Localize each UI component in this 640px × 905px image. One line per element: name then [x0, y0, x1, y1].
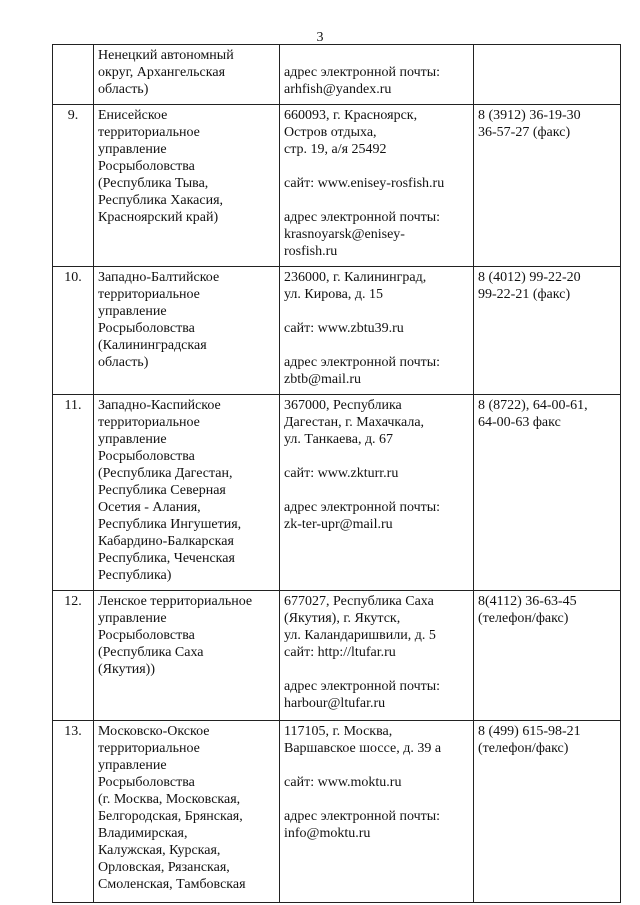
row-number [53, 45, 94, 105]
office-name: Енисейское территориальное управление Росрыболовства (Республика Тыва, Республика Хакасия, Красноярский край) [94, 105, 280, 267]
website[interactable]: сайт: www.enisey-rosfish.ru [284, 176, 445, 191]
website[interactable]: сайт: www.moktu.ru [284, 775, 402, 790]
row-number: 13. [53, 721, 94, 903]
email-address[interactable]: zbtb@mail.ru [284, 372, 362, 387]
email-label: адрес электронной почты: [284, 500, 441, 515]
table-row [53, 105, 621, 267]
row-number: 11. [53, 395, 94, 591]
row-number: 10. [53, 267, 94, 395]
website[interactable]: сайт: http://ltufar.ru [284, 645, 396, 660]
postal-address: 367000, Республика Дагестан, г. Махачкала, ул. Танкаева, д. 67 [284, 398, 425, 447]
website[interactable]: сайт: www.zkturr.ru [284, 466, 399, 481]
email-label: адрес электронной почты: [284, 355, 441, 370]
website[interactable]: сайт: www.zbtu39.ru [284, 321, 404, 336]
row-number: 9. [53, 105, 94, 267]
phone: 8 (3912) 36-19-30 36-57-27 (факс) [474, 105, 621, 267]
email-label: адрес электронной почты: [284, 210, 441, 225]
office-contacts [280, 721, 474, 903]
postal-address: 236000, г. Калининград, ул. Кирова, д. 15 [284, 270, 427, 302]
row-number: 12. [53, 591, 94, 721]
phone: 8 (4012) 99-22-20 99-22-21 (факс) [474, 267, 621, 395]
table-row [53, 591, 621, 721]
phone: 8 (499) 615-98-21 (телефон/факс) [474, 721, 621, 903]
phone: 8(4112) 36-63-45 (телефон/факс) [474, 591, 621, 721]
office-name: Ненецкий автономный округ, Архангельская область) [94, 45, 280, 105]
territorial-offices-table [52, 44, 621, 903]
email-label: адрес электронной почты: [284, 809, 441, 824]
table-row [53, 721, 621, 903]
office-contacts [280, 591, 474, 721]
phone [474, 45, 621, 105]
postal-address: 117105, г. Москва, Варшавское шоссе, д. 39 а [284, 724, 442, 756]
office-name: Ленское территориальное управление Росрыболовства (Республика Саха (Якутия)) [94, 591, 280, 721]
office-name: Московско-Окское территориальное управление Росрыболовства (г. Москва, Московская, Белгородская, Брянская, Владимирская, Калужская, Курская, Орловская, Рязанская, Смоленская, Тамбовская [94, 721, 280, 903]
email-address[interactable]: harbour@ltufar.ru [284, 696, 386, 711]
email-label: адрес электронной почты: [284, 65, 441, 80]
postal-address: 677027, Республика Саха (Якутия), г. Якутск, ул. Каландаришвили, д. 5 [284, 594, 436, 643]
office-contacts [280, 395, 474, 591]
phone: 8 (8722), 64-00-61, 64-00-63 факс [474, 395, 621, 591]
email-address[interactable]: zk-ter-upr@mail.ru [284, 517, 393, 532]
table-row [53, 45, 621, 105]
office-contacts [280, 267, 474, 395]
email-label: адрес электронной почты: [284, 679, 441, 694]
page-number: 3 [316, 30, 324, 45]
office-contacts [280, 105, 474, 267]
postal-address: 660093, г. Красноярск, Остров отдыха, стр. 19, а/я 25492 [284, 108, 418, 157]
office-name: Западно-Балтийское территориальное управление Росрыболовства (Калининградская область) [94, 267, 280, 395]
office-contacts [280, 45, 474, 105]
table-row [53, 395, 621, 591]
office-name: Западно-Каспийское территориальное управление Росрыболовства (Республика Дагестан, Республика Северная Осетия - Алания, Республика Ингушетия, Кабардино-Балкарская Республика, Чеченская Республика) [94, 395, 280, 591]
table-row [53, 267, 621, 395]
email-address[interactable]: info@moktu.ru [284, 826, 371, 841]
email-address[interactable]: arhfish@yandex.ru [284, 82, 392, 97]
email-address[interactable]: krasnoyarsk@enisey- rosfish.ru [284, 227, 405, 259]
